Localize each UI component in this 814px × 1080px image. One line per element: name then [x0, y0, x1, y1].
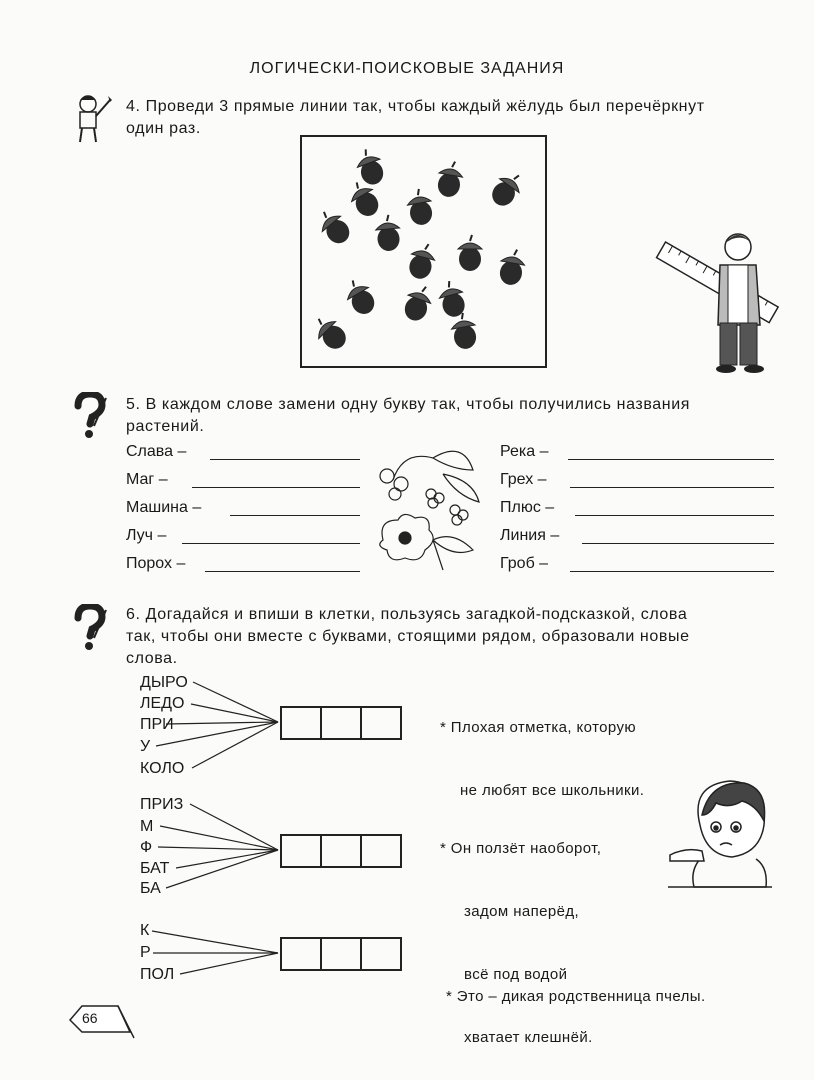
page-number-flag	[68, 1000, 138, 1040]
riddle-2	[440, 796, 601, 1069]
riddle-line: * Плохая отметка, которую	[440, 719, 637, 736]
word-plyus: Плюс –	[500, 499, 555, 516]
task5-line1: 5. В каждом слове замени одну букву так, чтобы получились названия	[126, 396, 690, 413]
prefix-word: БА	[140, 880, 161, 897]
letter-cell[interactable]	[320, 706, 362, 740]
prefix-word: ПОЛ	[140, 966, 175, 983]
thinking-boy-icon	[660, 775, 780, 890]
word-slava: Слава –	[126, 443, 187, 460]
letter-cell[interactable]	[280, 834, 322, 868]
word-grekh: Грех –	[500, 471, 547, 488]
riddle-3	[446, 944, 706, 1028]
prefix-word: Ф	[140, 839, 153, 856]
riddle-line: * Это – дикая родственница пчелы.	[446, 988, 706, 1005]
letter-grid-2	[280, 834, 402, 868]
task4-line1: 4. Проведи 3 прямые линии так, чтобы каждый жёлудь был перечёркнут	[126, 98, 705, 115]
riddle-line: всё под водой	[464, 966, 568, 983]
letter-cell[interactable]	[280, 937, 322, 971]
letter-cell[interactable]	[320, 937, 362, 971]
letter-cell[interactable]	[280, 706, 322, 740]
letter-grid-3	[280, 937, 402, 971]
prefix-word: ПРИ	[140, 716, 174, 733]
task6-line3: слова.	[126, 650, 178, 667]
letter-cell[interactable]	[360, 937, 402, 971]
prefix-word: ДЫРО	[140, 674, 188, 691]
page-number: 66	[82, 1010, 98, 1026]
prefix-word: ПРИЗ	[140, 796, 184, 813]
riddle-line: не любят все школьники.	[460, 782, 645, 799]
riddle-line: задом наперёд,	[464, 903, 580, 920]
letter-cell[interactable]	[360, 706, 402, 740]
word-luch: Луч –	[126, 527, 167, 544]
prefix-word: БАТ	[140, 860, 170, 877]
letter-cell[interactable]	[360, 834, 402, 868]
word-grob: Гроб –	[500, 555, 549, 572]
task6-line1: 6. Догадайся и впиши в клетки, пользуясь загадкой-подсказкой, слова	[126, 606, 688, 623]
riddle-line: * Он ползёт наоборот,	[440, 840, 602, 857]
prefix-word: ЛЕДО	[140, 695, 185, 712]
riddle-line: хватает клешнёй.	[464, 1029, 593, 1046]
word-porokh: Порох –	[126, 555, 186, 572]
word-reka: Река –	[500, 443, 549, 460]
word-mashina: Машина –	[126, 499, 202, 516]
prefix-word: К	[140, 922, 150, 939]
prefix-word: М	[140, 818, 154, 835]
letter-cell[interactable]	[320, 834, 362, 868]
task5-line2: растений.	[126, 418, 205, 435]
word-mag: Маг –	[126, 471, 168, 488]
prefix-word: Р	[140, 944, 151, 961]
prefix-word: У	[140, 738, 151, 755]
page-title: ЛОГИЧЕСКИ-ПОИСКОВЫЕ ЗАДАНИЯ	[249, 60, 565, 77]
task4-line2: один раз.	[126, 120, 201, 137]
letter-grid-1	[280, 706, 402, 740]
prefix-word: КОЛО	[140, 760, 185, 777]
task6-line2: так, чтобы они вместе с буквами, стоящими рядом, образовали новые	[126, 628, 690, 645]
word-liniya: Линия –	[500, 527, 560, 544]
